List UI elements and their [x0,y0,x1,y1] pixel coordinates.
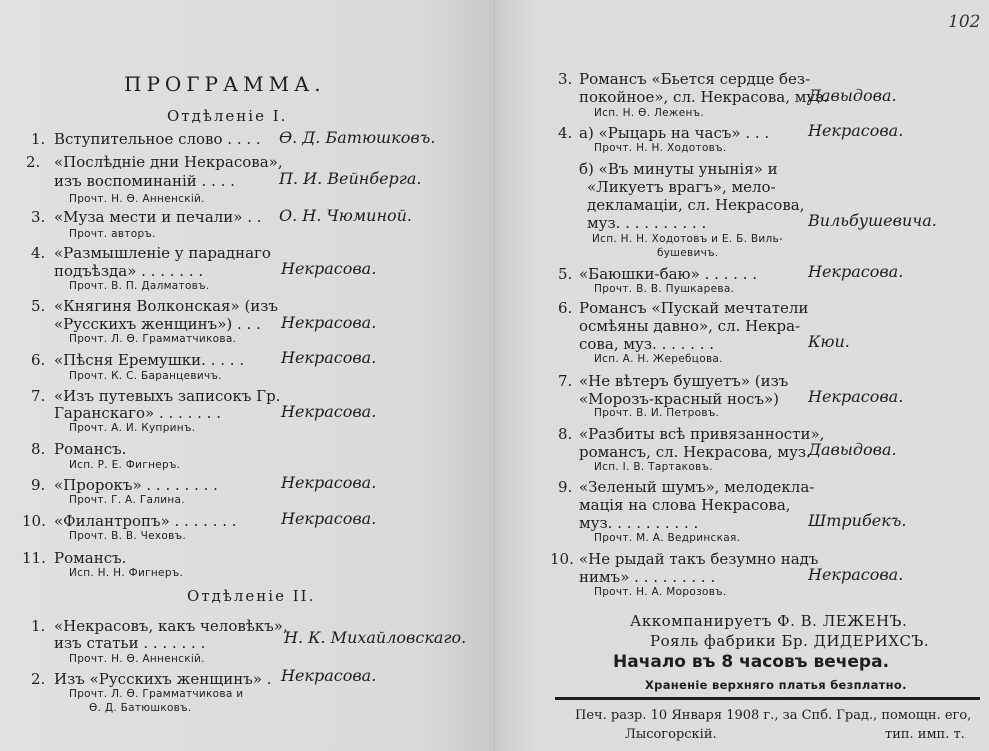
accompanist-line: Аккомпанируетъ Ф. В. ЛЕЖЕНЪ. [630,612,908,630]
item-title: «Пѣсня Еремушки. . . . . [54,351,245,369]
item-number: 1. [31,617,46,635]
item-author: Ѳ. Д. Батюшковъ. [279,128,436,147]
item-reader: Прочт. В. В. Чеховъ. [69,530,186,542]
section-1-heading: Отдѣленіе I. [167,107,288,125]
item-number: 9. [31,476,46,494]
item-reader: Прочт. К. С. Баранцевичъ. [69,370,222,382]
item-author: Некрасова. [808,565,904,584]
item-number: 9. [558,478,573,496]
item-number: 6. [31,351,46,369]
item-title: изъ статьи . . . . . . . [54,634,206,652]
item-title: б) «Въ минуты унынія» и [579,160,778,178]
item-author: О. Н. Чюминой. [279,206,412,225]
footer-signature: Лысогорскій. [625,727,717,742]
item-author: П. И. Вейнберга. [279,169,422,188]
item-author: Кюи. [808,332,850,351]
item-author: Штрибекъ. [808,511,907,530]
item-reader: Прочт. В. П. Далматовъ. [69,280,210,292]
item-author: Некрасова. [281,473,377,492]
item-number: 10. [22,512,46,530]
item-title: декламаціи, сл. Некрасова, [587,196,805,214]
item-title: Гаранскаго» . . . . . . . [54,404,221,422]
item-title: «Ликуетъ врагъ», мело- [587,178,776,196]
item-reader: Прочт. Н. А. Морозовъ. [594,586,727,598]
item-title: Вступительное слово . . . . [54,130,261,148]
item-title: покойное», сл. Некрасова, муз. [579,88,829,106]
section-2-heading: Отдѣленіе II. [187,587,316,605]
item-title: «Филантропъ» . . . . . . . [54,512,237,530]
item-title: осмѣяны давно», сл. Некра- [579,317,801,335]
cloakroom-note: Храненіе верхняго платья безплатно. [645,678,907,692]
item-reader: Прочт. А. И. Купринъ. [69,422,196,434]
item-title: «Изъ путевыхъ записокъ Гр. [54,387,281,405]
item-title: «Муза мести и печали» . . [54,208,262,226]
item-reader: Исп. А. Н. Жеребцова. [594,353,723,365]
item-reader: Исп. І. В. Тартаковъ. [594,461,713,473]
item-author: Давыдова. [808,440,897,459]
item-title: сова, муз. . . . . . . [579,335,715,353]
item-reader: Исп. Н. Н. Ходотовъ и Е. Б. Виль- [592,233,784,245]
item-title: мація на слова Некрасова, [579,496,791,514]
item-reader: Прочт. Г. А. Галина. [69,494,185,506]
item-title: нимъ» . . . . . . . . . [579,568,716,586]
item-number: 3. [31,208,46,226]
item-number: 5. [31,297,46,315]
item-title: муз. . . . . . . . . . [587,214,707,232]
start-time: Начало въ 8 часовъ вечера. [613,652,890,672]
item-reader: Прочт. Л. Ѳ. Грамматчикова и [69,688,244,700]
item-number: 7. [558,372,573,390]
item-reader: Исп. Н. Н. Фигнеръ. [69,567,184,579]
item-title: Романсъ. [54,440,127,458]
item-author: Давыдова. [808,86,897,105]
item-title: «Некрасовъ, какъ человѣкъ», [54,617,288,635]
item-number: 4. [31,244,46,262]
footer-printer: тип. имп. т. [885,727,965,742]
item-title: изъ воспоминаній . . . . [54,172,235,190]
item-title: Романсъ «Пускай мечтатели [579,299,809,317]
item-number: 1. [31,130,46,148]
item-title: муз. . . . . . . . . . [579,514,699,532]
item-number: 11. [22,549,46,567]
item-title: «Разбиты всѣ привязанности», [579,425,825,443]
right-page [495,0,989,751]
footer-rule [555,697,980,700]
item-number: 4. [558,124,573,142]
program-title: ПРОГРАММА. [124,72,326,96]
item-reader: Прочт. авторъ. [69,228,156,240]
item-title: «Русскихъ женщинъ») . . . [54,315,261,333]
item-reader: Прочт. В. В. Пушкарева. [594,283,735,295]
footer-censor: Печ. разр. 10 Января 1908 г., за Спб. Град., помощн. его, [575,708,972,723]
item-title: «Размышленіе у параднаго [54,244,271,262]
item-number: 7. [31,387,46,405]
item-author: Некрасова. [281,313,377,332]
item-author: Некрасова. [281,259,377,278]
item-author: Некрасова. [808,387,904,406]
item-reader: Прочт. Н. Н. Ходотовъ. [594,142,727,154]
item-number: 3. [558,70,573,88]
item-reader: Прочт. Н. Ѳ. Анненскій. [69,193,205,205]
item-title: «Послѣдніе дни Некрасова», [54,153,283,171]
corner-note: 102 [948,12,981,32]
item-title: «Баюшки-баю» . . . . . . [579,265,758,283]
item-title: Романсъ «Бьется сердце без- [579,70,811,88]
item-title: «Не вѣтеръ бушуетъ» (изъ [579,372,789,390]
item-number: 2. [26,153,41,171]
item-number: 5. [558,265,573,283]
item-reader: Прочт. В. И. Петровъ. [594,407,720,419]
item-reader: Исп. Н. Ѳ. Леженъ. [594,107,704,119]
item-title: «Морозъ-красный носъ») [579,390,780,408]
item-reader: Прочт. М. А. Ведринская. [594,532,741,544]
item-title: Романсъ. [54,549,127,567]
item-title: «Пророкъ» . . . . . . . . [54,476,218,494]
item-author: Некрасова. [281,402,377,421]
item-author: Н. К. Михайловскаго. [284,628,467,647]
item-number: 2. [31,670,46,688]
item-number: 10. [550,550,574,568]
item-number: 8. [31,440,46,458]
item-title: «Княгиня Волконская» (изъ [54,297,279,315]
item-reader: Прочт. Л. Ѳ. Грамматчикова. [69,333,237,345]
item-reader: Прочт. Н. Ѳ. Анненскій. [69,653,205,665]
item-title: а) «Рыцарь на часъ» . . . [579,124,770,142]
item-author: Некрасова. [281,509,377,528]
item-title: подъѣзда» . . . . . . . [54,262,204,280]
item-title: романсъ, сл. Некрасова, муз. [579,443,811,461]
item-author: Некрасова. [281,666,377,685]
item-reader: Исп. Р. Е. Фигнеръ. [69,459,181,471]
item-number: 8. [558,425,573,443]
item-title: «Не рыдай такъ безумно надъ [579,550,819,568]
item-title: Изъ «Русскихъ женщинъ» . [54,670,272,688]
item-author: Некрасова. [808,262,904,281]
piano-line: Рояль фабрики Бр. ДИДЕРИХСЪ. [650,632,930,650]
item-reader: Ѳ. Д. Батюшковъ. [89,702,192,714]
item-author: Некрасова. [281,348,377,367]
item-number: 6. [558,299,573,317]
item-author: Вильбушевича. [808,211,937,230]
item-author: Некрасова. [808,121,904,140]
item-reader: бушевичъ. [657,247,719,259]
item-title: «Зеленый шумъ», мелодекла- [579,478,815,496]
